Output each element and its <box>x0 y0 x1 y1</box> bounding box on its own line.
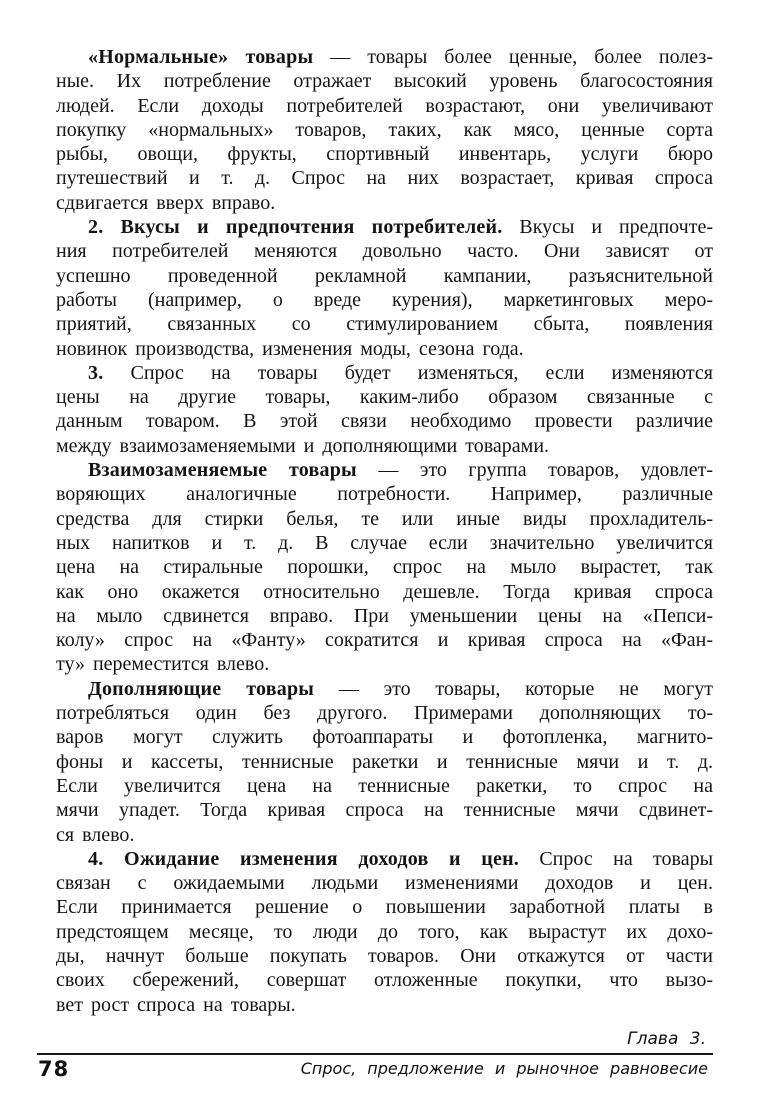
text-line: предстоящем месяце, то люди до того, как вырастут их дохо- <box>56 920 713 943</box>
text-line: потребляться один без другого. Примерами дополняющих то- <box>56 702 713 725</box>
text-line: успешно проведенной рекламной кампании, разъяснительной <box>56 264 713 287</box>
text-line: 2. Вкусы и предпочтения потребителей. Вкусы и предпочте- <box>88 216 713 239</box>
text-line: воряющих аналогичные потребности. Например, различные <box>56 483 713 506</box>
text-line: Дополняющие товары — это товары, которые не могут <box>88 677 713 700</box>
text-line: средства для стирки белья, те или иные виды прохладитель- <box>56 507 713 530</box>
text-line: новинок производства, изменения моды, сезона года. <box>56 337 524 360</box>
text-line: ту» переместится влево. <box>56 653 270 676</box>
text-line: ния потребителей меняются довольно часто. Они зависят от <box>56 240 713 263</box>
text-line: связан с ожидаемыми людьми изменениями доходов и цен. <box>56 872 713 895</box>
text-line: 3. Спрос на товары будет изменяться, если изменяются <box>88 361 713 384</box>
text-line: цены на другие товары, каким-либо образом связанные с <box>56 386 713 409</box>
text-line: цена на стиральные порошки, спрос на мыло вырастет, так <box>56 556 713 579</box>
paragraph-lead: Дополняющие товары <box>88 677 315 700</box>
body-text <box>56 45 713 1017</box>
text-line: ных напитков и т. д. В случае если значительно увеличится <box>56 531 713 554</box>
text-line: Если увеличится цена на теннисные ракетки, то спрос на <box>56 774 713 797</box>
text-line: рыбы, овощи, фрукты, спортивный инвентарь, услуги бюро <box>56 143 713 166</box>
text-line: покупку «нормальных» товаров, таких, как мясо, ценные сорта <box>56 118 713 141</box>
text-line: как оно окажется относительно дешевле. Тогда кривая спроса <box>56 580 713 603</box>
paragraph-lead: 2. Вкусы и предпочтения потребителей. <box>88 216 503 239</box>
text-line: ды, начнут больше покупать товаров. Они откажутся от части <box>56 944 713 967</box>
text-line: на мыло сдвинется вправо. При уменьшении цены на «Пепси- <box>56 604 713 627</box>
text-line: мячи упадет. Тогда кривая спроса на теннисные мячи сдвинет- <box>56 799 713 822</box>
chapter-label: Глава 3. <box>627 1029 706 1049</box>
paragraph-lead: Взаимозаменяемые товары <box>88 459 357 482</box>
paragraph-lead: «Нормальные» товары <box>88 46 314 68</box>
text-line: Взаимозаменяемые товары — это группа товаров, удовлет- <box>88 459 713 482</box>
text-line: работы (например, о вреде курения), маркетинговых меро- <box>56 288 713 311</box>
text-line: между взаимозаменяемыми и дополняющими товарами. <box>56 434 550 457</box>
text-line: фоны и кассеты, теннисные ракетки и теннисные мячи и т. д. <box>56 750 713 773</box>
text-line: 4. Ожидание изменения доходов и цен. Спрос на товары <box>88 847 714 870</box>
text-line: «Нормальные» товары — товары более ценные, более полез- <box>88 46 713 68</box>
text-line: людей. Если доходы потребителей возрастают, они увеличивают <box>56 94 713 117</box>
text-line: данным товаром. В этой связи необходимо провести различие <box>56 410 713 433</box>
footer-rule <box>37 1053 713 1055</box>
paragraph-lead: 3. <box>88 361 104 384</box>
text-line: ные. Их потребление отражает высокий уровень благосостояния <box>56 70 713 93</box>
text-line: варов могут служить фотоаппараты и фотопленка, магнито- <box>56 726 713 749</box>
text-line: ся влево. <box>56 823 135 846</box>
page-number: 78 <box>38 1057 70 1081</box>
text-line: своих сбережений, совершат отложенные покупки, что вызо- <box>56 969 713 992</box>
text-line: колу» спрос на «Фанту» сократится и кривая спроса на «Фан- <box>56 629 713 652</box>
text-line: приятий, связанных со стимулированием сбыта, появления <box>56 313 713 336</box>
paragraph-lead: 4. Ожидание изменения доходов и цен. <box>88 847 519 870</box>
text-line: Если принимается решение о повышении заработной платы в <box>56 896 713 919</box>
text-line: сдвигается вверх вправо. <box>56 191 276 214</box>
running-title: Спрос, предложение и рыночное равновесие <box>300 1059 708 1078</box>
text-line: путешествий и т. д. Спрос на них возрастает, кривая спроса <box>56 167 713 190</box>
text-line: вет рост спроса на товары. <box>56 993 296 1016</box>
